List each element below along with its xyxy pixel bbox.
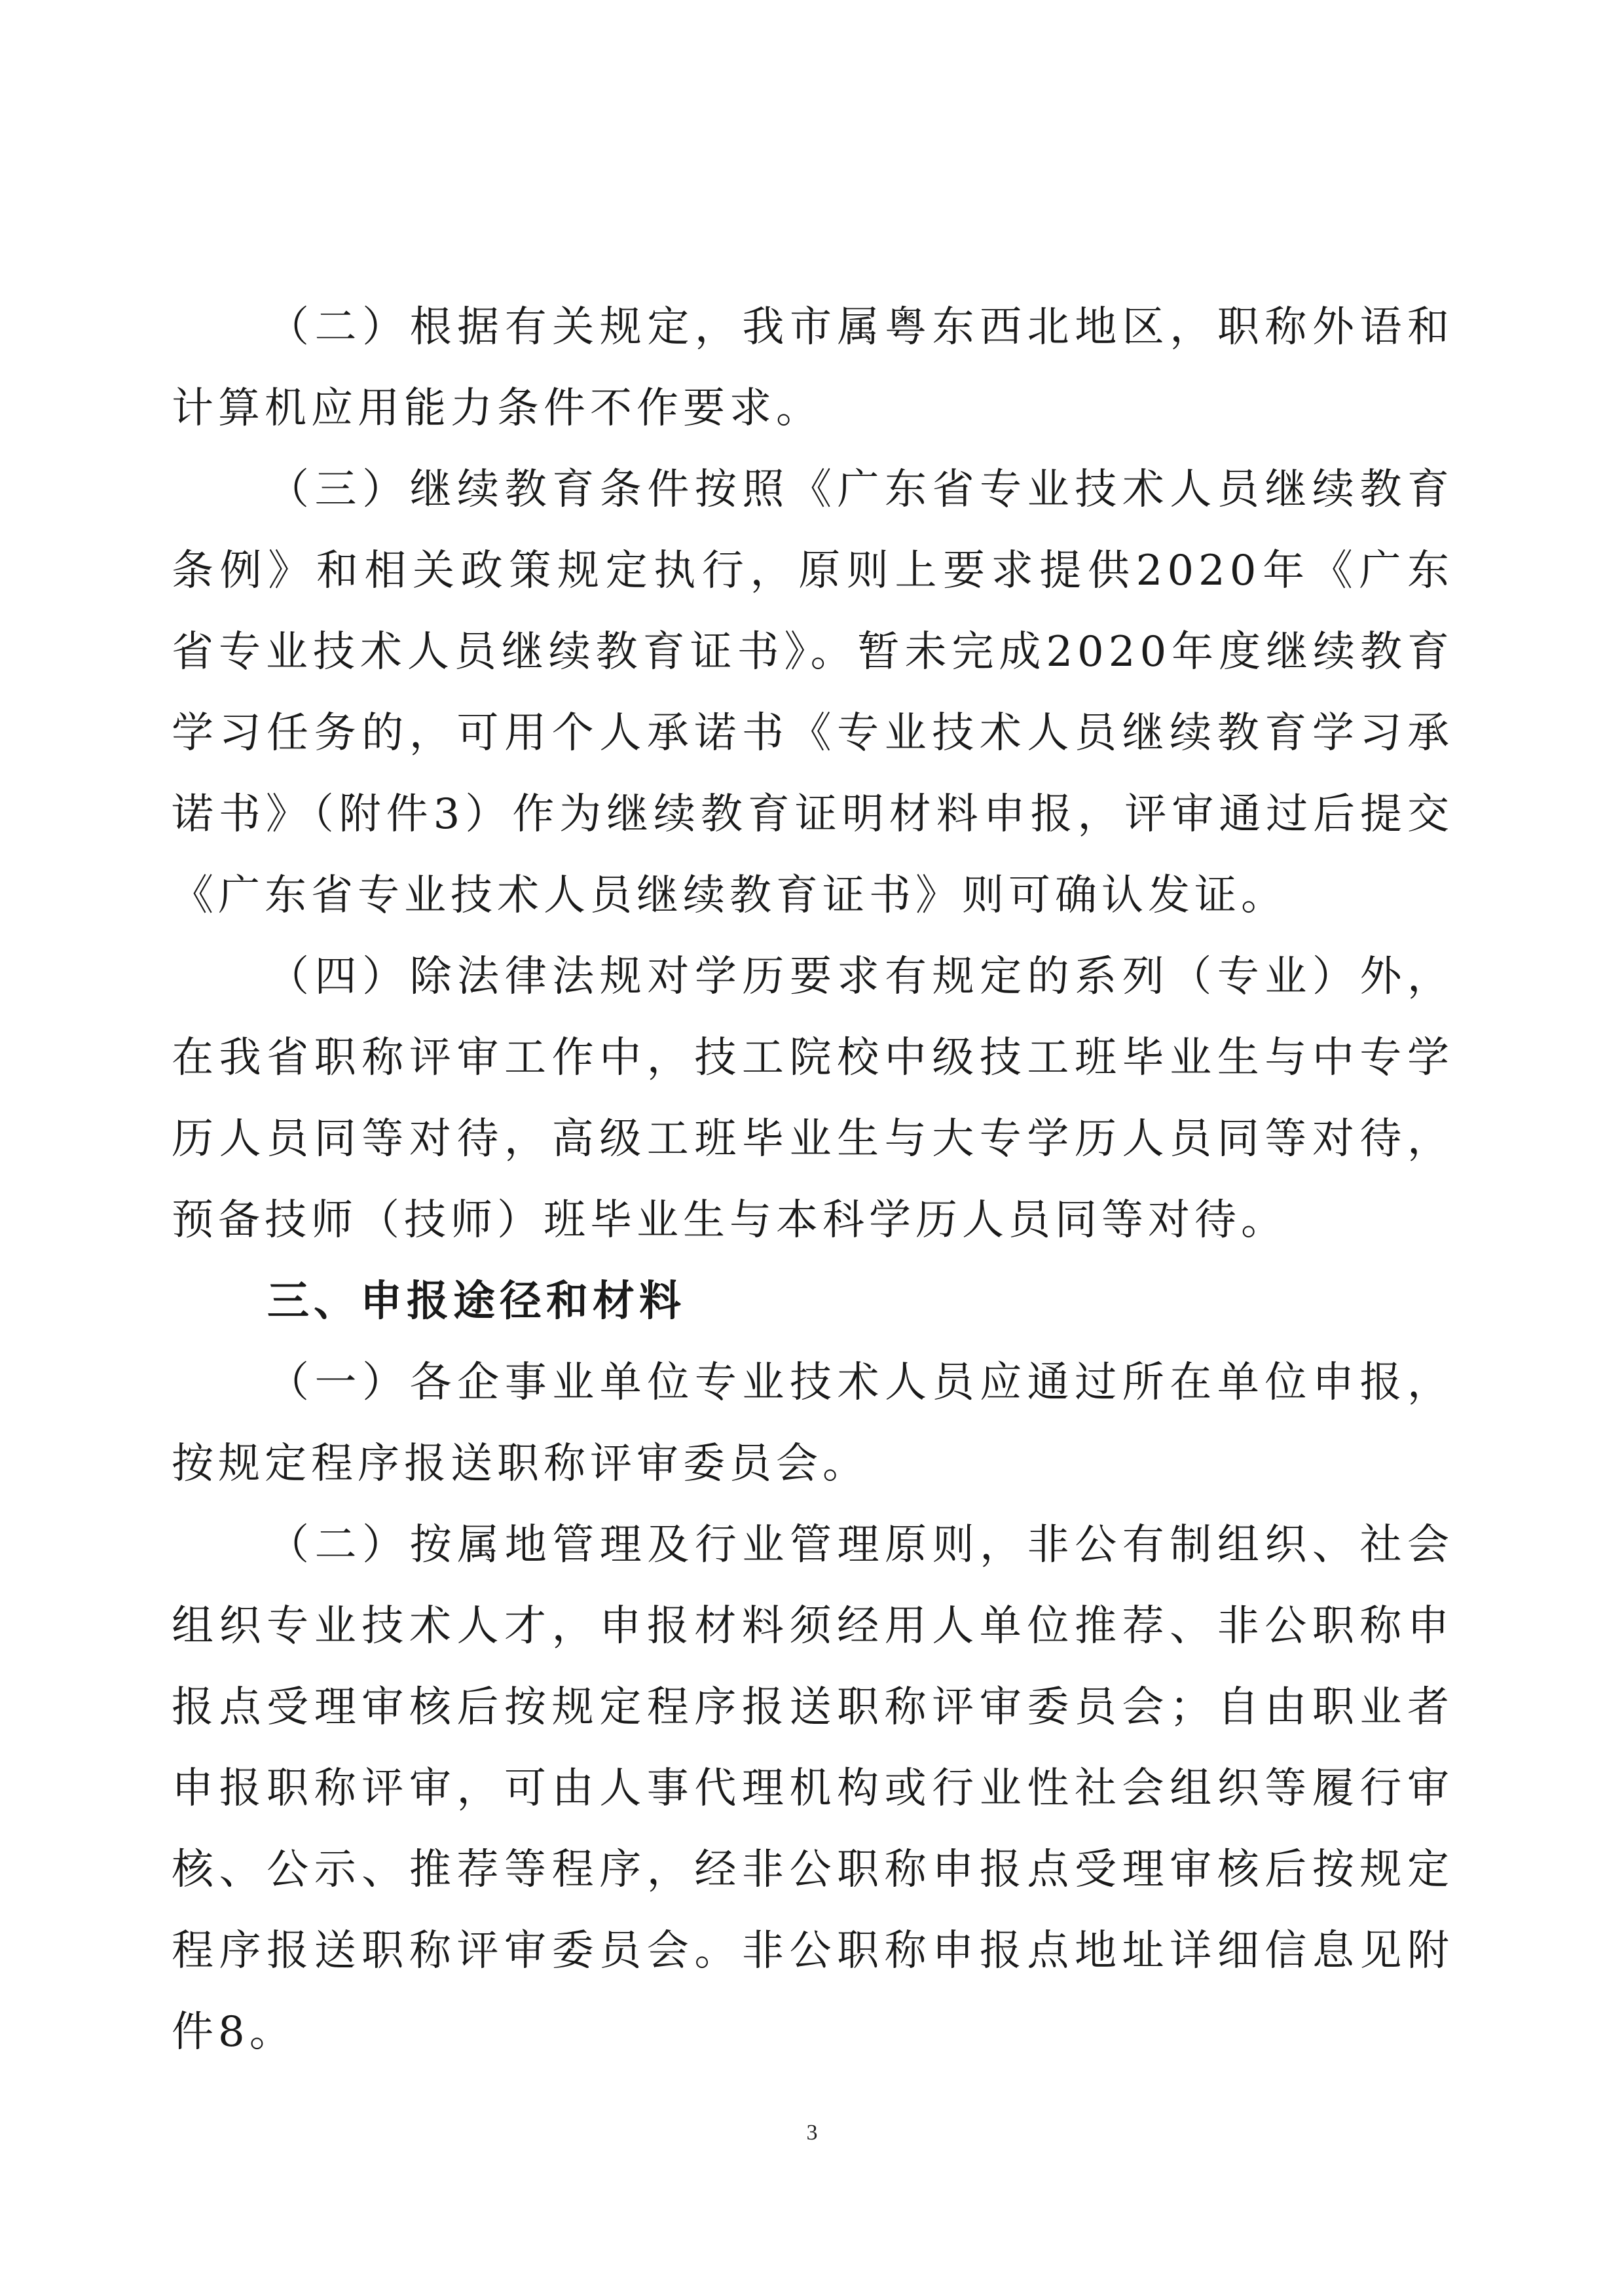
paragraph-education-equivalence: （四）除法律法规对学历要求有规定的系列（专业）外，在我省职称评审工作中，技工院校中级技工班毕业生与中专学历人员同等对待，高级工班毕业生与大专学历人员同等对待，预备技师（技师）班毕业生与本科学历人员同等对待。 <box>172 953 1454 1245</box>
paragraph-continuing-education: （三）继续教育条件按照《广东省专业技术人员继续教育条例》和相关政策规定执行，原则上要求提供2020年《广东省专业技术人员继续教育证书》。暂未完成2020年度继续教育学习任务的，可用个人承诺书《专业技术人员继续教育学习承诺书》（附件3）作为继续教育证明材料申报，评审通过后提交《广东省专业技术人员继续教育证书》则可确认发证。 <box>172 465 1454 920</box>
page-number: 3 <box>806 2121 818 2145</box>
paragraph-foreign-language-computer: （二）根据有关规定，我市属粤东西北地区，职称外语和计算机应用能力条件不作要求。 <box>172 303 1454 433</box>
section-heading-application-channels: 三、申报途径和材料 <box>267 1277 686 1326</box>
paragraph-unit-application: （一）各企事业单位专业技术人员应通过所在单位申报，按规定程序报送职称评审委员会。 <box>172 1358 1454 1488</box>
paragraph-non-public-application: （二）按属地管理及行业管理原则，非公有制组织、社会组织专业技术人才，申报材料须经用人单位推荐、非公职称申报点受理审核后按规定程序报送职称评审委员会；自由职业者申报职称评审，可由人事代理机构或行业性社会组织等履行审核、公示、推荐等程序，经非公职称申报点受理审核后按规定程序报送职称评审委员会。非公职称申报点地址详细信息见附件8。 <box>172 1521 1454 2056</box>
document-body <box>172 287 1454 2073</box>
